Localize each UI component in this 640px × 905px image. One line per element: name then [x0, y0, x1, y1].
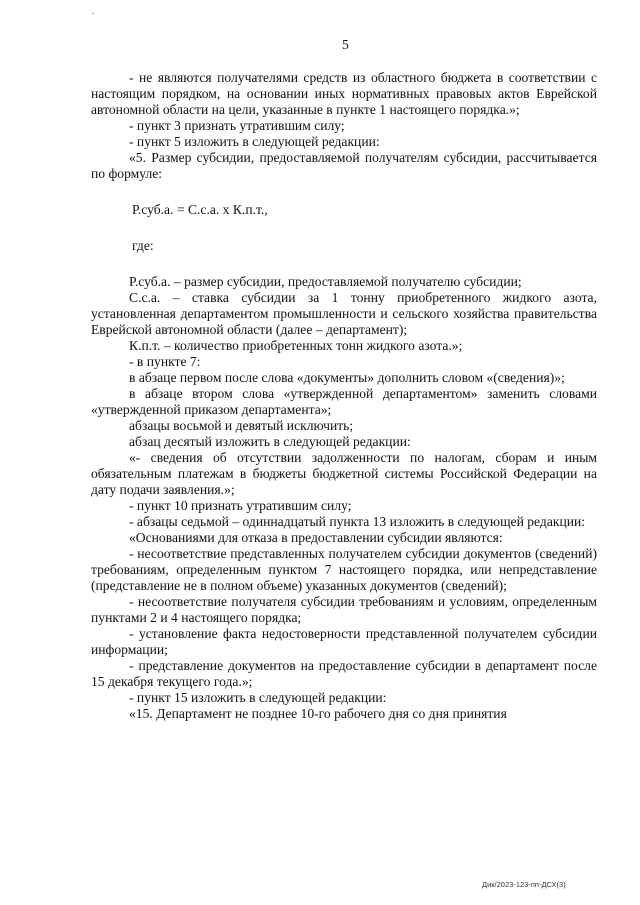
document-code: Дик/2023-123-пп-ДСХ(3)	[482, 880, 566, 889]
document-body	[91, 70, 597, 722]
spacer	[91, 182, 597, 202]
paragraph-2: - пункт 3 признать утратившим силу;	[129, 118, 345, 133]
paragraph-8: - в пункте 7:	[129, 354, 201, 369]
paragraph-9: в абзаце первом после слова «документы» дополнить словом «(сведения)»;	[129, 370, 565, 385]
paragraph-17: - несоответствие представленных получателем субсидии документов (сведений) требованиям, определенным пунктом 7 настоящего порядка, или непредставление (представление не в полном объеме) указанных документов (сведений);	[91, 546, 597, 593]
paragraph-16: «Основаниями для отказа в предоставлении субсидии являются:	[129, 530, 503, 545]
spacer	[91, 218, 597, 238]
paragraph-20: - представление документов на предоставление субсидии в департамент после 15 декабря текущего года.»;	[91, 658, 597, 689]
paragraph-18: - несоответствие получателя субсидии требованиям и условиям, определенным пунктами 2 и 4 настоящего порядка;	[91, 594, 597, 625]
paragraph-14: - пункт 10 признать утратившим силу;	[129, 498, 352, 513]
formula: Р.суб.а. = С.с.а. х К.п.т.,	[132, 202, 268, 217]
paragraph-11: абзацы восьмой и девятый исключить;	[129, 418, 354, 433]
paragraph-6: С.с.а. – ставка субсидии за 1 тонну приобретенного жидкого азота, установленная департаментом промышленности и сельского хозяйства правительства Еврейской автономной области (далее – департамент);	[91, 290, 597, 337]
page-number: 5	[342, 37, 349, 52]
paragraph-4: «5. Размер субсидии, предоставляемой получателям субсидии, рассчитывается по формуле:	[91, 150, 597, 181]
paragraph-10: в абзаце втором слова «утвержденной департаментом» заменить словами «утвержденной приказом департамента»;	[91, 386, 597, 417]
paragraph-13: «- сведения об отсутствии задолженности по налогам, сборам и иным обязательным платежам в бюджеты бюджетной системы Российской Федерации на дату подачи заявления.»;	[91, 450, 597, 497]
paragraph-19: - установление факта недостоверности представленной получателем субсидии информации;	[91, 626, 597, 657]
spacer	[91, 254, 597, 274]
paragraph-5: Р.суб.а. – размер субсидии, предоставляемой получателю субсидии;	[129, 274, 522, 289]
where-label: где:	[132, 238, 154, 253]
corner-mark: .	[92, 7, 94, 16]
paragraph-12: абзац десятый изложить в следующей редакции:	[129, 434, 411, 449]
paragraph-22: «15. Департамент не позднее 10-го рабочего дня со дня принятия	[129, 706, 507, 721]
paragraph-21: - пункт 15 изложить в следующей редакции:	[129, 690, 387, 705]
paragraph-1: - не являются получателями средств из областного бюджета в соответствии с настоящим порядком, на основании иных нормативных правовых актов Еврейской автономной области на цели, указанные в пункте 1 настоящего порядка.»;	[91, 70, 597, 117]
paragraph-15: - абзацы седьмой – одиннадцатый пункта 13 изложить в следующей редакции:	[129, 514, 586, 529]
paragraph-3: - пункт 5 изложить в следующей редакции:	[129, 134, 380, 149]
paragraph-7: К.п.т. – количество приобретенных тонн жидкого азота.»;	[129, 338, 463, 353]
